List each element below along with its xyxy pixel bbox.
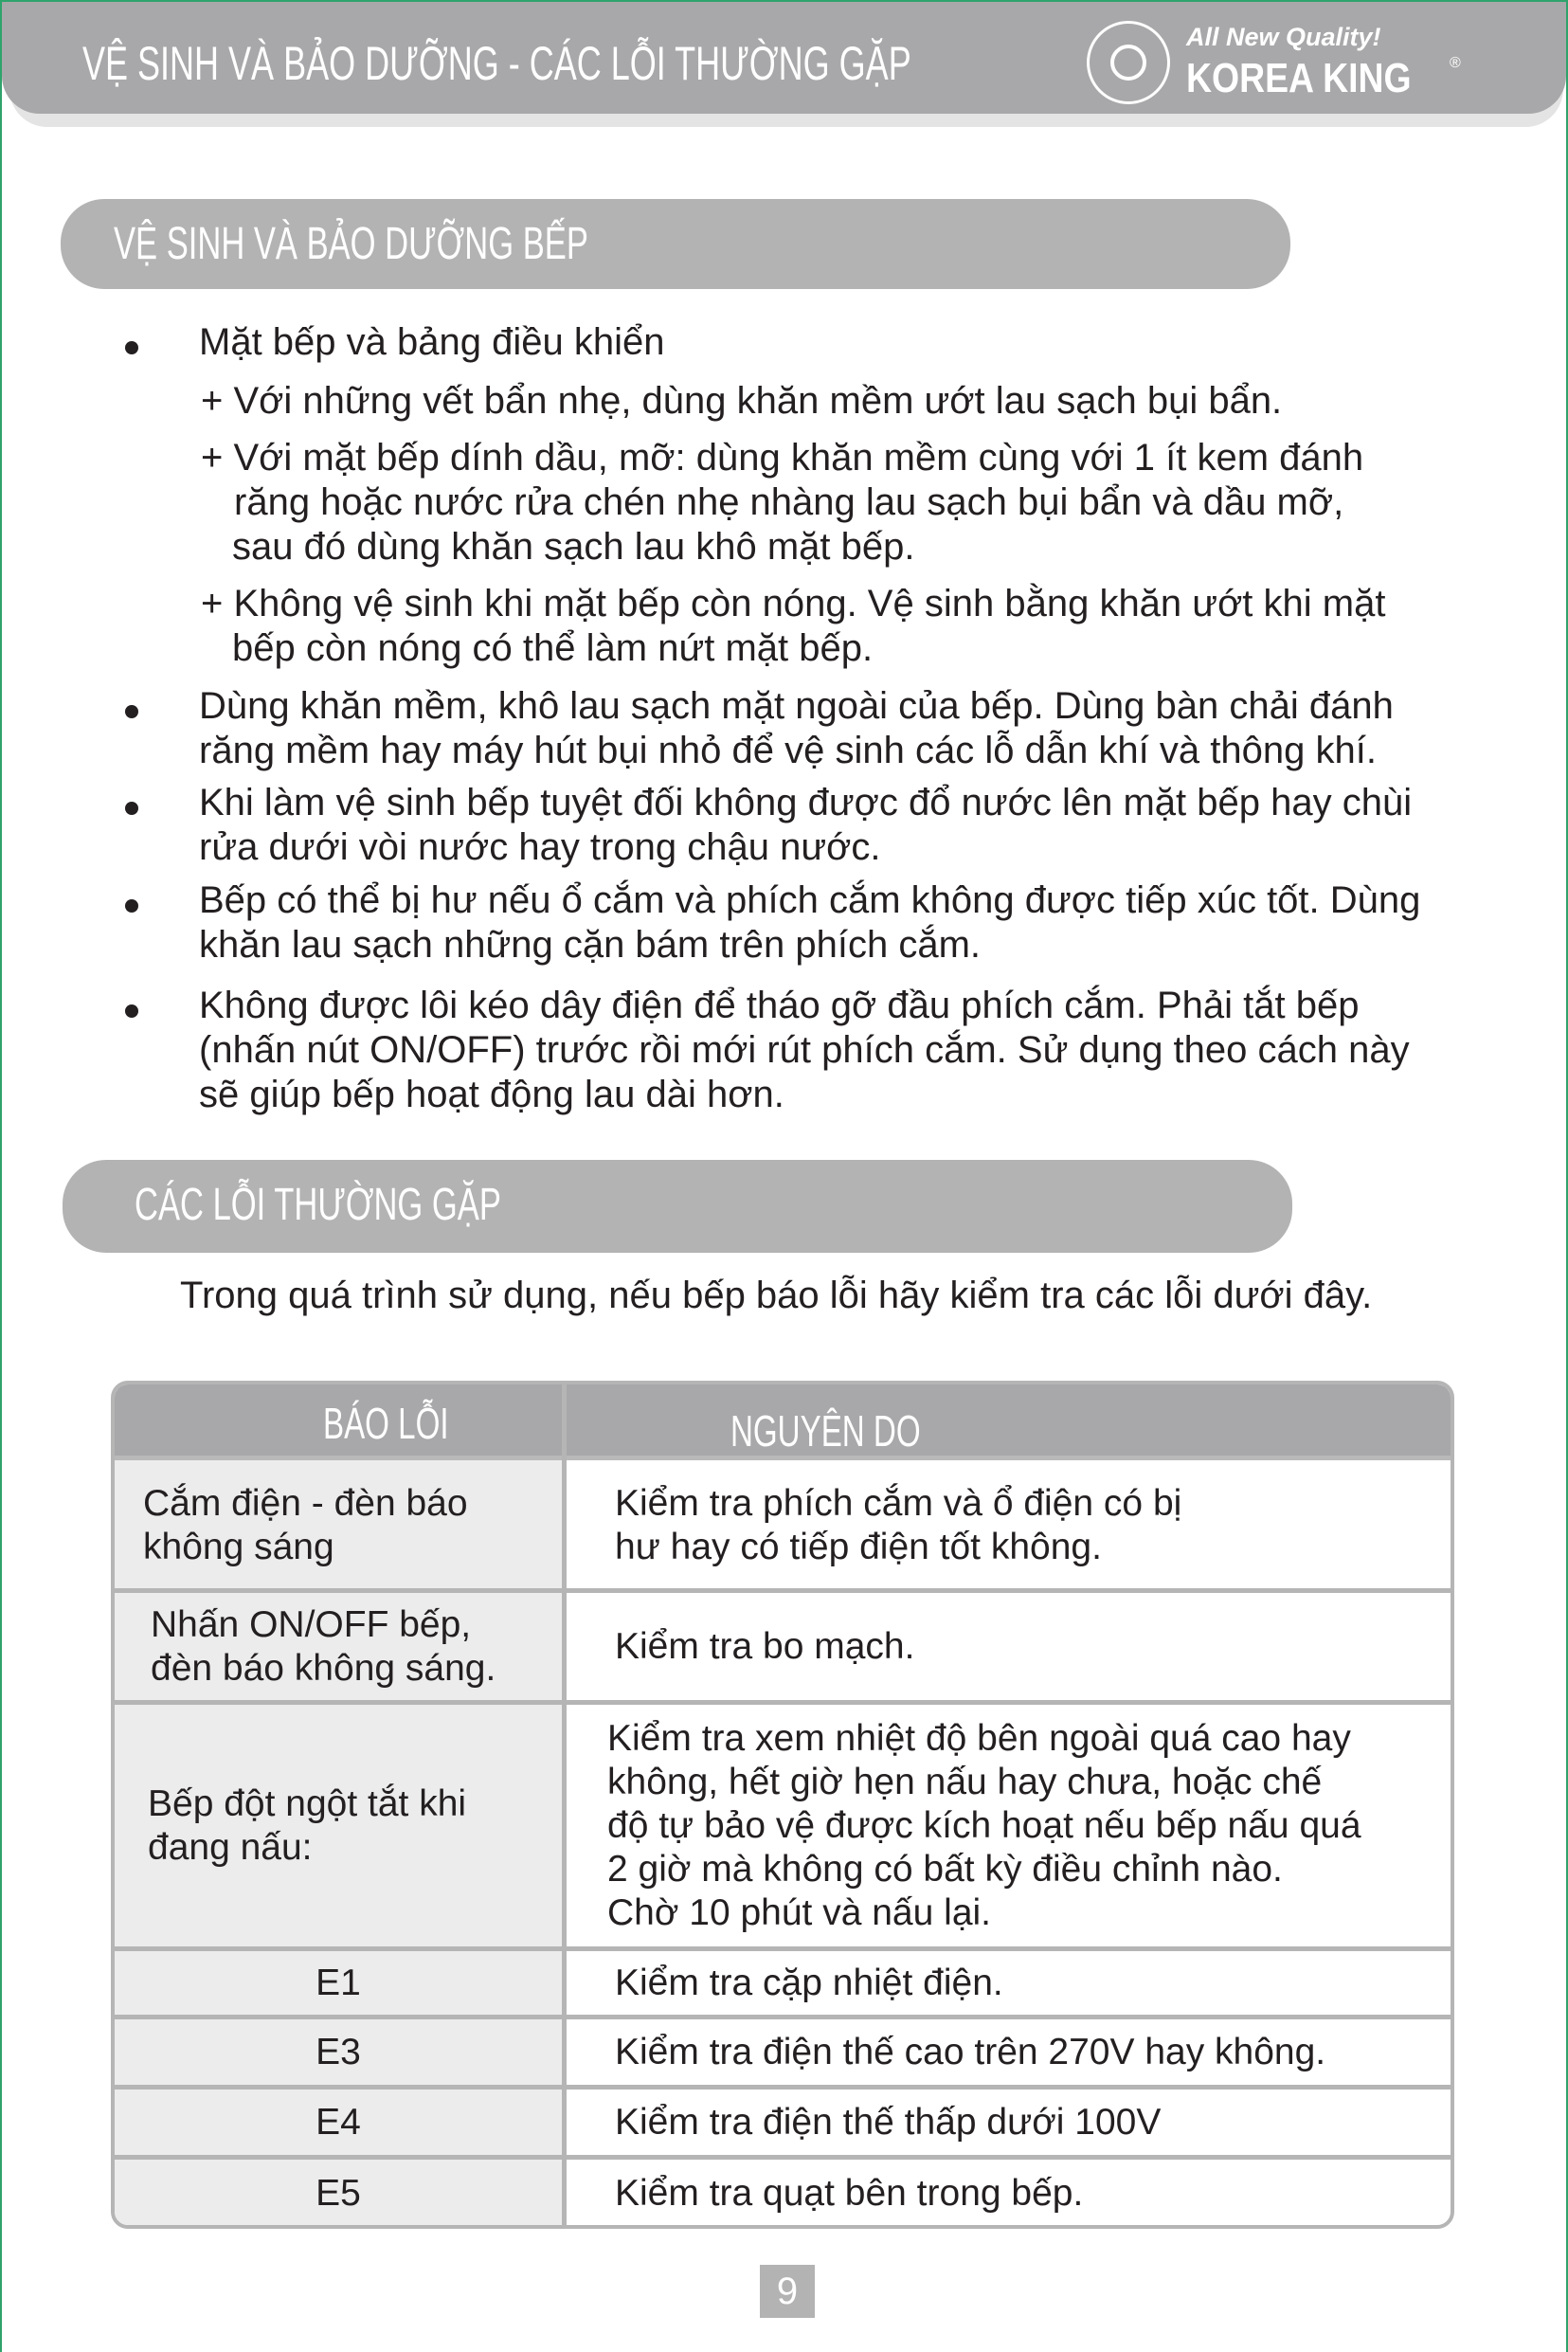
instruction-line: Không được lôi kéo dây điện để tháo gỡ đầu phích cắm. Phải tắt bếp [199, 985, 1360, 1026]
table-row [115, 1460, 1451, 1591]
error-cell-line: E3 [315, 2032, 361, 2072]
brand-tagline: All New Quality! [1186, 23, 1381, 51]
instruction-line: + Với mặt bếp dính dầu, mỡ: dùng khăn mềm cùng với 1 ít kem đánh [201, 437, 1364, 479]
error-cell-line: Cắm điện - đèn báo [143, 1483, 468, 1524]
cause-cell [615, 2088, 1449, 2158]
cause-cell [615, 2158, 1449, 2229]
errors-intro: Trong quá trình sử dụng, nếu bếp báo lỗi hãy kiểm tra các lỗi dưới đây. [180, 1275, 1373, 1316]
instruction-line: sẽ giúp bếp hoạt động lau dài hơn. [199, 1074, 784, 1115]
error-cell-line: E5 [315, 2172, 361, 2214]
error-cell-line: E1 [315, 1963, 361, 2003]
bullet-icon [125, 1004, 138, 1018]
error-cell [115, 2017, 562, 2088]
table-header [115, 1384, 1451, 1460]
cause-cell [607, 1703, 1441, 1949]
bullet-icon [125, 341, 138, 354]
section-heading-cleaning: VỆ SINH VÀ BẢO DƯỠNG BẾP [61, 199, 1290, 289]
page-header [2, 2, 1566, 114]
error-cell-line: Bếp đột ngột tắt khi [148, 1783, 467, 1824]
table-row [115, 2017, 1451, 2088]
cause-cell-line: độ tự bảo vệ được kích hoạt nếu bếp nấu quá [607, 1805, 1361, 1846]
brand-name: KOREA KING [1186, 55, 1412, 101]
instruction-line: răng hoặc nước rửa chén nhẹ nhàng lau sạch bụi bẩn và dầu mỡ, [234, 481, 1344, 523]
page-number: 9 [760, 2265, 815, 2318]
cause-cell-line: không, hết giờ hẹn nấu hay chưa, hoặc chế [607, 1762, 1323, 1802]
cause-cell-line: Kiểm tra cặp nhiệt điện. [615, 1963, 1003, 2003]
error-cell [151, 1591, 568, 1703]
table-row [115, 1591, 1451, 1703]
instruction-line: (nhấn nút ON/OFF) trước rồi mới rút phích cắm. Sử dụng theo cách này [199, 1029, 1410, 1071]
cause-cell-line: Kiểm tra điện thế thấp dưới 100V [615, 2102, 1162, 2143]
section-heading-errors: CÁC LỖI THƯỜNG GẶP [63, 1160, 1292, 1253]
bullet-icon [125, 899, 138, 913]
instruction-line: Dùng khăn mềm, khô lau sạch mặt ngoài của bếp. Dùng bàn chải đánh [199, 685, 1394, 727]
error-cell-line: không sáng [143, 1527, 334, 1567]
error-cell-line: đang nấu: [148, 1827, 313, 1868]
instruction-line: + Với những vết bẩn nhẹ, dùng khăn mềm ướt lau sạch bụi bẩn. [201, 380, 1283, 422]
korea-king-logo-icon [1087, 21, 1170, 104]
cause-cell-line: Kiểm tra quạt bên trong bếp. [615, 2172, 1084, 2214]
instruction-line: Mặt bếp và bảng điều khiển [199, 321, 665, 363]
cause-cell-line: hư hay có tiếp điện tốt không. [615, 1527, 1102, 1567]
error-cell [148, 1703, 565, 1949]
cause-cell-line: Chờ 10 phút và nấu lại. [607, 1892, 992, 1933]
instruction-line: khăn lau sạch những cặn bám trên phích cắm. [199, 924, 982, 966]
header-cause: NGUYÊN DO [730, 1406, 921, 1456]
cause-cell-line: Kiểm tra phích cắm và ổ điện có bị [615, 1483, 1182, 1524]
error-table [111, 1381, 1454, 2229]
error-cell [115, 2088, 562, 2158]
cause-cell-line: Kiểm tra xem nhiệt độ bên ngoài quá cao hay [607, 1718, 1351, 1759]
registered-mark: ® [1450, 55, 1461, 71]
cause-cell-line: Kiểm tra bo mạch. [615, 1626, 915, 1667]
cause-cell-line: Kiểm tra điện thế cao trên 270V hay không. [615, 2032, 1326, 2072]
error-cell [115, 1949, 562, 2017]
header-error: BÁO LỖI [323, 1399, 449, 1448]
cause-cell-line: 2 giờ mà không có bất kỳ điều chỉnh nào. [607, 1849, 1283, 1890]
instruction-line: Khi làm vệ sinh bếp tuyệt đối không được đổ nước lên mặt bếp hay chùi [199, 782, 1413, 823]
cause-cell [615, 1591, 1449, 1703]
instruction-line: rửa dưới vòi nước hay trong chậu nước. [199, 826, 881, 868]
page-header-title: VỆ SINH VÀ BẢO DƯỠNG - CÁC LỖI THƯỜNG GẶP [82, 37, 911, 90]
cause-cell [615, 1460, 1449, 1591]
error-cell [143, 1460, 560, 1591]
bullet-icon [125, 705, 138, 718]
instruction-line: sau đó dùng khăn sạch lau khô mặt bếp. [232, 526, 915, 568]
error-cell-line: Nhấn ON/OFF bếp, [151, 1604, 472, 1645]
error-cell-line: đèn báo không sáng. [151, 1648, 496, 1689]
instruction-line: răng mềm hay máy hút bụi nhỏ để vệ sinh các lỗ dẫn khí và thông khí. [199, 730, 1377, 771]
table-row [115, 2088, 1451, 2158]
error-cell-line: E4 [315, 2102, 361, 2143]
table-row [115, 1949, 1451, 2017]
instruction-line: Bếp có thể bị hư nếu ổ cắm và phích cắm không được tiếp xúc tốt. Dùng [199, 879, 1421, 921]
table-row [115, 1703, 1451, 1949]
cause-cell [615, 1949, 1449, 2017]
instruction-line: + Không vệ sinh khi mặt bếp còn nóng. Vệ sinh bằng khăn ướt khi mặt [201, 583, 1386, 624]
cause-cell [615, 2017, 1449, 2088]
error-cell [115, 2158, 562, 2229]
instruction-line: bếp còn nóng có thể làm nứt mặt bếp. [232, 627, 874, 669]
table-row [115, 2158, 1451, 2229]
bullet-icon [125, 802, 138, 815]
